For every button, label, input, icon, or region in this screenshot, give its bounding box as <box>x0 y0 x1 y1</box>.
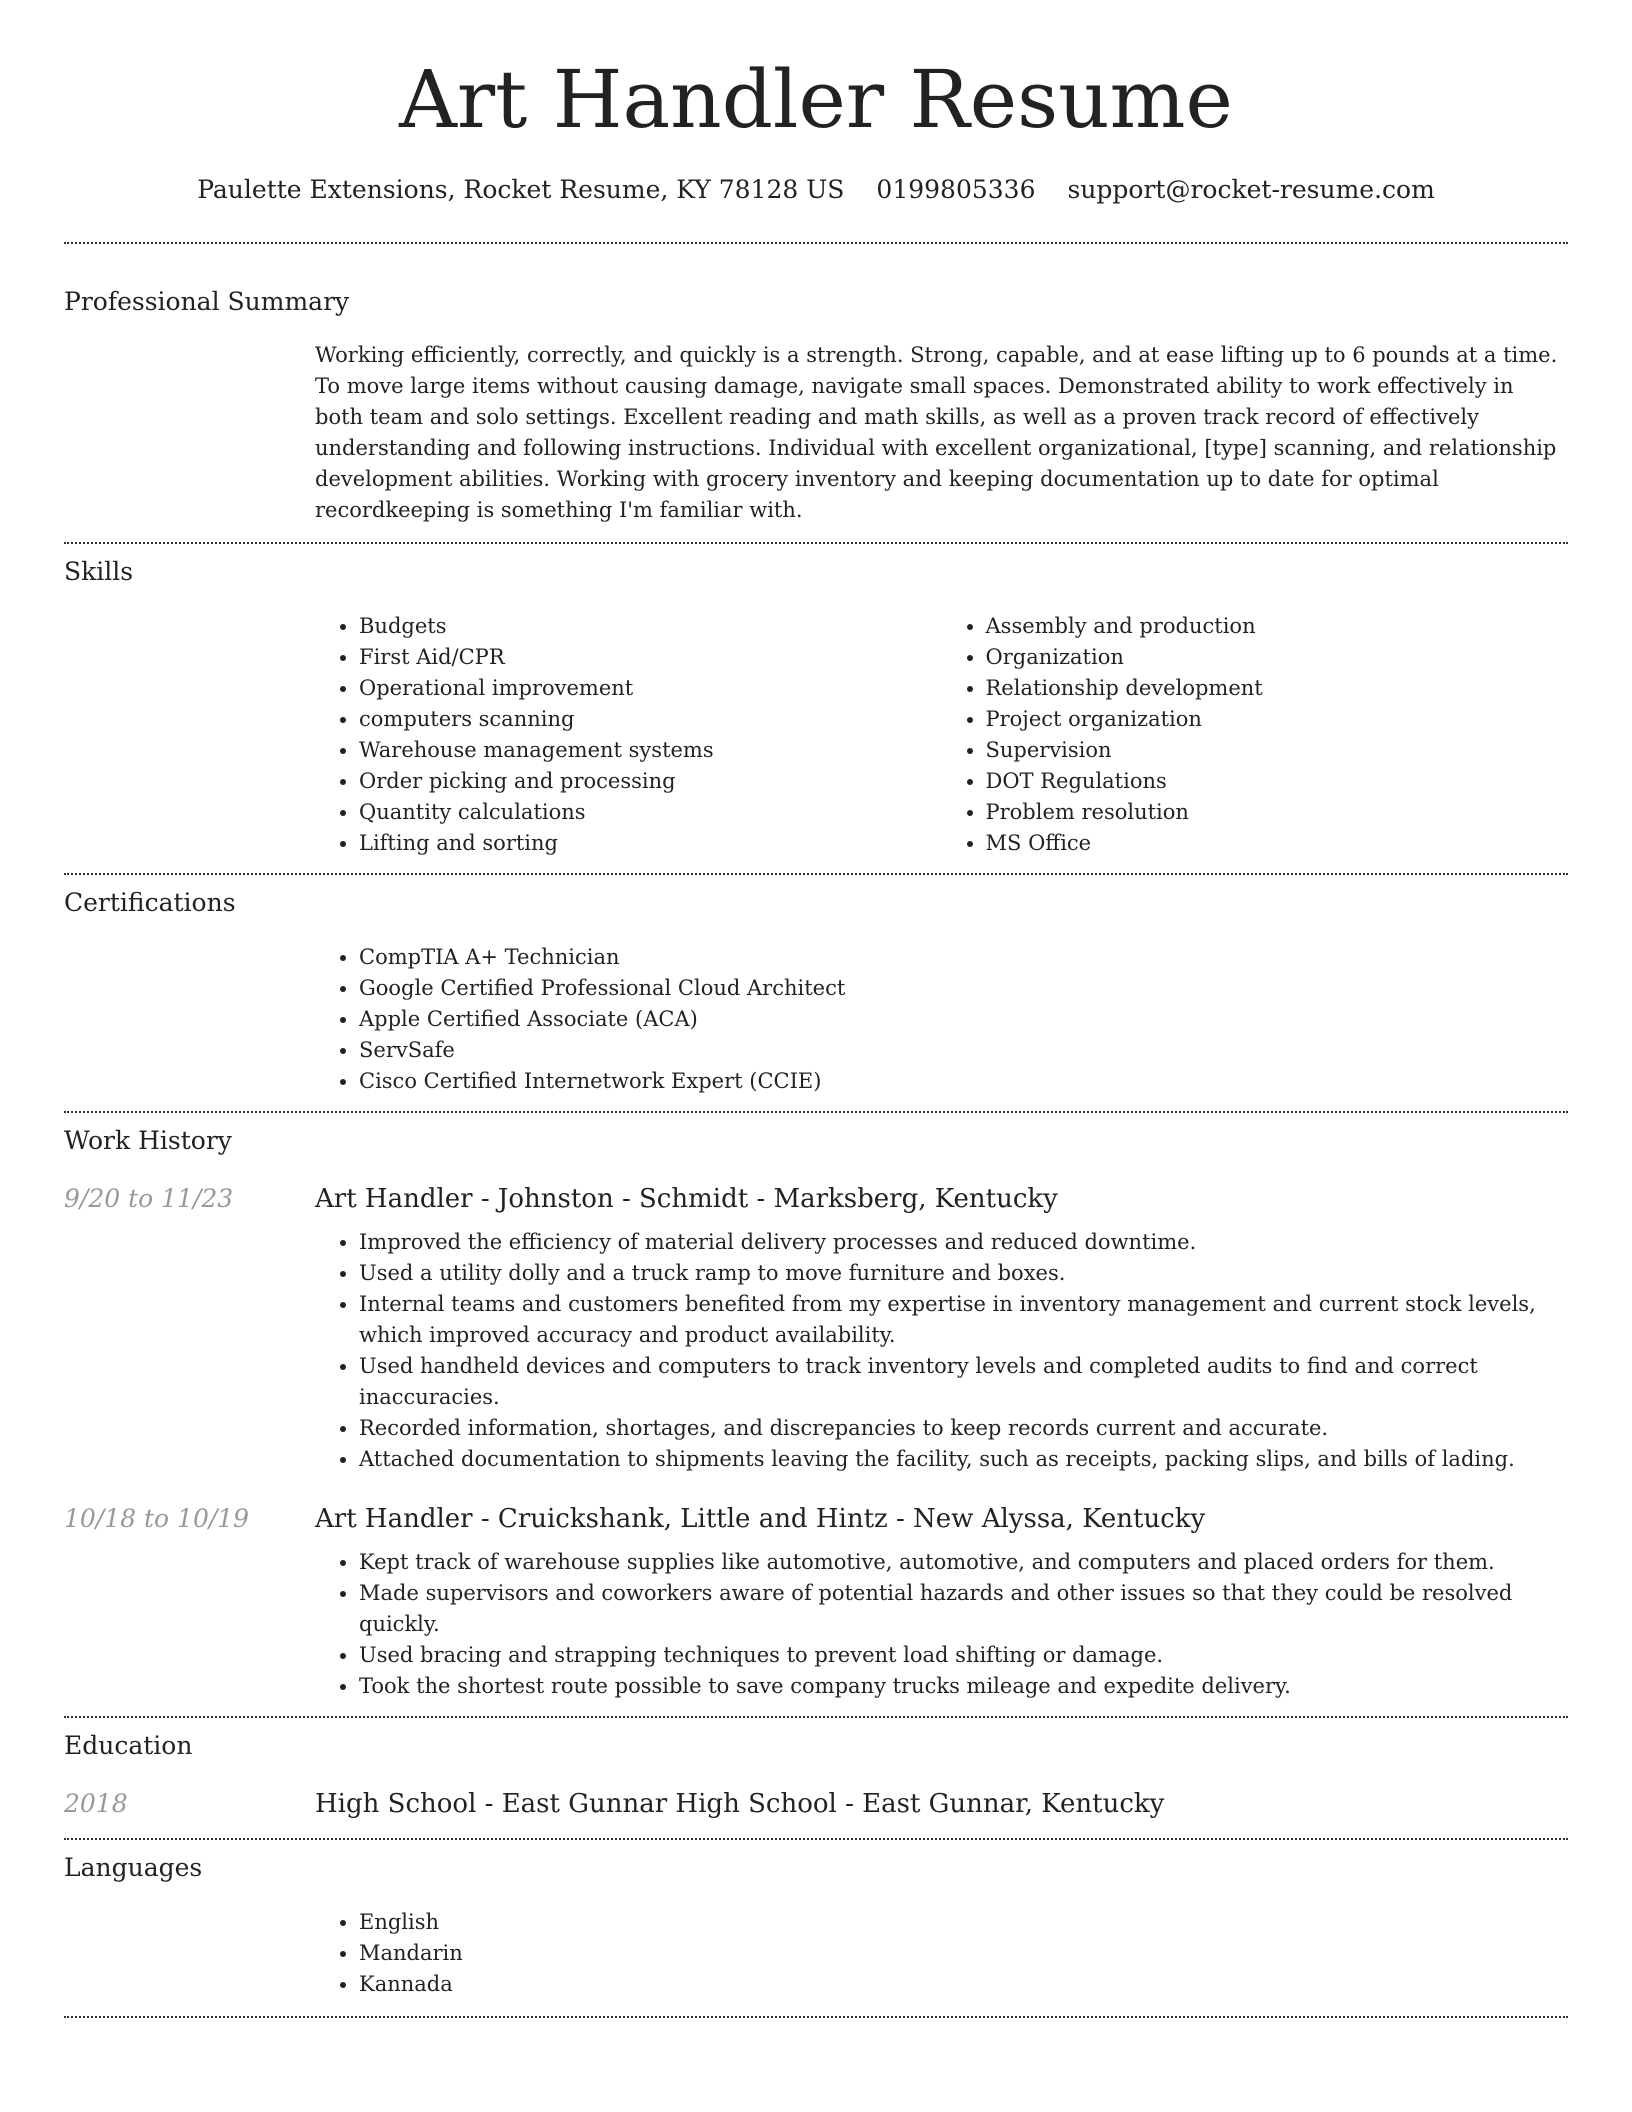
certifications-content <box>315 919 1568 1111</box>
certification-item: • ServSafe <box>359 1035 1568 1066</box>
job-bullet: • Used handheld devices and computers to track inventory levels and completed audits to find and correct inaccuracies. <box>359 1351 1568 1413</box>
skill-item: • MS Office <box>986 828 1569 859</box>
skills-list-left <box>315 611 942 859</box>
skill-item: • Lifting and sorting <box>359 828 942 859</box>
contact-phone: 0199805336 <box>876 175 1036 204</box>
education-entry <box>64 1788 1568 1838</box>
summary-heading: Professional Summary <box>64 287 350 316</box>
skills-content <box>315 588 1568 873</box>
skill-item: • computers scanning <box>359 704 942 735</box>
language-item: • Kannada <box>359 1969 1568 2000</box>
work-history-heading: Work History <box>64 1126 232 1155</box>
education-section <box>64 1718 1568 1838</box>
certifications-section <box>64 875 1568 1111</box>
languages-content <box>315 1884 1568 2016</box>
job-entry <box>64 1503 1568 1716</box>
contact-email: support@rocket-resume.com <box>1067 175 1435 204</box>
work-history-section <box>64 1113 1568 1716</box>
job-bullets <box>315 1547 1568 1716</box>
job-bullet: • Improved the efficiency of material delivery processes and reduced downtime. <box>359 1227 1568 1258</box>
job-bullet: • Made supervisors and coworkers aware of potential hazards and other issues so that they could be resolved quickly. <box>359 1578 1568 1640</box>
job-entry <box>64 1183 1568 1475</box>
language-item: • English <box>359 1907 1568 1938</box>
contact-address: Paulette Extensions, Rocket Resume, KY 78128 US <box>197 175 845 204</box>
skill-item: • Organization <box>986 642 1569 673</box>
job-bullets <box>315 1227 1568 1475</box>
divider <box>64 2016 1568 2018</box>
summary-section <box>64 244 1568 542</box>
contact-line <box>64 174 1568 206</box>
languages-section <box>64 1840 1568 2016</box>
skill-item: • Relationship development <box>986 673 1569 704</box>
certifications-heading: Certifications <box>64 888 236 917</box>
certifications-list <box>315 942 1568 1097</box>
education-year: 2018 <box>64 1789 128 1818</box>
certification-item: • Google Certified Professional Cloud Architect <box>359 973 1568 1004</box>
language-item: • Mandarin <box>359 1938 1568 1969</box>
certification-item: • CompTIA A+ Technician <box>359 942 1568 973</box>
job-bullet: • Used a utility dolly and a truck ramp to move furniture and boxes. <box>359 1258 1568 1289</box>
education-title: High School - East Gunnar High School - East Gunnar, Kentucky <box>315 1789 1165 1819</box>
skill-item: • First Aid/CPR <box>359 642 942 673</box>
skill-item: • Operational improvement <box>359 673 942 704</box>
summary-text: Working efficiently, correctly, and quickly is a strength. Strong, capable, and at ease lifting up to 6 pounds at a time. To move large items without causing damage, navigate small spaces. Demonstrated ability to work effectively in both team and solo settings. Excellent reading and math skills, as well as a proven track record of effectively understanding and following instructions. Individual with excellent organizational, [type] scanning, and relationship development abilities. Working with grocery inventory and keeping documentation up to date for optimal recordkeeping is something I'm familiar with. <box>315 343 1558 522</box>
job-bullet: • Recorded information, shortages, and discrepancies to keep records current and accurate. <box>359 1413 1568 1444</box>
job-bullet: • Kept track of warehouse supplies like automotive, automotive, and computers and placed orders for them. <box>359 1547 1568 1578</box>
skill-item: • Budgets <box>359 611 942 642</box>
job-title: Art Handler - Cruickshank, Little and Hintz - New Alyssa, Kentucky <box>315 1504 1206 1534</box>
job-bullet: • Attached documentation to shipments leaving the facility, such as receipts, packing slips, and bills of lading. <box>359 1444 1568 1475</box>
skill-item: • Project organization <box>986 704 1569 735</box>
skills-list-right <box>942 611 1569 859</box>
job-bullet: • Used bracing and strapping techniques to prevent load shifting or damage. <box>359 1640 1568 1671</box>
skill-item: • Order picking and processing <box>359 766 942 797</box>
skills-grid <box>315 611 1568 859</box>
languages-list <box>315 1907 1568 2000</box>
certification-item: • Apple Certified Associate (ACA) <box>359 1004 1568 1035</box>
job-title: Art Handler - Johnston - Schmidt - Marksberg, Kentucky <box>315 1184 1058 1214</box>
skill-item: • Problem resolution <box>986 797 1569 828</box>
skill-item: • Warehouse management systems <box>359 735 942 766</box>
skill-item: • Supervision <box>986 735 1569 766</box>
skill-item: • Quantity calculations <box>359 797 942 828</box>
education-heading: Education <box>64 1731 193 1760</box>
skills-heading: Skills <box>64 557 134 586</box>
languages-heading: Languages <box>64 1853 203 1882</box>
job-dates: 9/20 to 11/23 <box>64 1184 234 1213</box>
skill-item: • Assembly and production <box>986 611 1569 642</box>
resume-title: Art Handler Resume <box>399 53 1233 146</box>
skill-item: • DOT Regulations <box>986 766 1569 797</box>
certification-item: • Cisco Certified Internetwork Expert (CCIE) <box>359 1066 1568 1097</box>
job-bullet: • Took the shortest route possible to save company trucks mileage and expedite delivery. <box>359 1671 1568 1702</box>
skills-section <box>64 544 1568 873</box>
job-dates: 10/18 to 10/19 <box>64 1504 250 1533</box>
summary-content <box>315 318 1568 542</box>
job-bullet: • Internal teams and customers benefited from my expertise in inventory management and current stock levels, which improved accuracy and product availability. <box>359 1289 1568 1351</box>
